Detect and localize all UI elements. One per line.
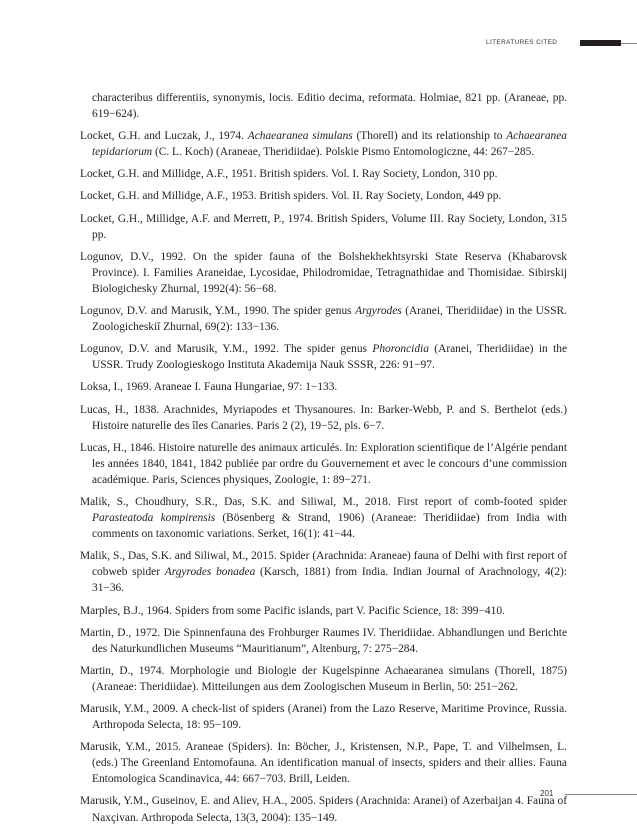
- taxon-name: Argyrodes: [355, 305, 402, 318]
- reference-text: Lucas, H., 1838. Arachnides, Myriapodes et Thysanoures. In: Barker-Webb, P. and S. Berthelot (eds.) Histoire naturelle des îles Canaries. Paris 2 (2), 19−52, pls. 6−7.: [80, 403, 567, 432]
- reference-text: (Aranei, Theridiidae) in the USSR. Trudy Zoologieskogo Instituta Akademija Nauk SSSR, 226: 91−97.: [92, 343, 567, 372]
- reference-entry: [80, 188, 567, 204]
- reference-text: Logunov, D.V., 1992. On the spider fauna of the Bolshekhekhtsyrski State Reserva (Khabarovsk Province). I. Families Araneidae, Lycosidae, Philodromidae, Tetragnathidae and Thomisidae. Sibirskij Biologichesky Zhurnal, 1992(4): 56−68.: [80, 250, 567, 295]
- reference-entry: [80, 603, 567, 619]
- reference-entry: [80, 793, 567, 825]
- reference-entry: [80, 739, 567, 787]
- reference-text: (Bösenberg & Strand, 1906) (Araneae: Theridiidae) from India with comments on taxonomic variations. Serket, 16(1): 41−44.: [92, 512, 567, 541]
- reference-text: Marples, B.J., 1964. Spiders from some Pacific islands, part V. Pacific Science, 18: 399−410.: [80, 604, 505, 617]
- reference-entry: [80, 341, 567, 373]
- taxon-name: Argyrodes bonadea: [164, 566, 256, 579]
- reference-text: (Karsch, 1881) from India. Indian Journal of Arachnology, 4(2): 31−36.: [92, 566, 567, 595]
- reference-text: Locket, G.H. and Millidge, A.F., 1951. British spiders. Vol. I. Ray Society, London, 310 pp.: [80, 168, 498, 181]
- reference-entry: [80, 402, 567, 434]
- reference-text: Martin, D., 1972. Die Spinnenfauna des Frohburger Raumes IV. Theridiidae. Abhandlungen und Berichte des Naturkundlichen Museums “Mauritianum”, Altenburg, 7: 275−284.: [80, 626, 567, 655]
- section-title: LITERATURES CITED: [486, 39, 558, 46]
- reference-entry: [80, 166, 567, 182]
- taxon-name: Achaearanea simulans: [247, 130, 353, 143]
- footer-rule: [565, 794, 637, 795]
- reference-text: Malik, S., Choudhury, S.R., Das, S.K. and Siliwal, M., 2018. First report of comb-footed spider: [80, 495, 567, 508]
- reference-text: Locket, G.H. and Luczak, J., 1974.: [80, 130, 248, 143]
- reference-text: Martin, D., 1974. Morphologie und Biologie der Kugelspinne Achaearanea simulans (Thorell, 1875) (Araneae: Theridiidae). Mitteilungen aus dem Zoologischen Museum in Berlin, 50: 251−262.: [80, 664, 567, 693]
- reference-entry-continued: [80, 90, 567, 122]
- header-bar-decoration: [580, 40, 621, 46]
- reference-text: characteribus differentiis, synonymis, locis. Editio decima, reformata. Holmiae, 821 pp. (Araneae, pp. 619−624).: [92, 92, 567, 121]
- reference-entry: [80, 303, 567, 335]
- reference-entry: [80, 548, 567, 596]
- reference-entry: [80, 494, 567, 542]
- reference-entry: [80, 249, 567, 297]
- header-rule: [621, 43, 637, 44]
- reference-text: Locket, G.H., Millidge, A.F. and Merrett, P., 1974. British Spiders, Volume III. Ray Society, London, 315 pp.: [80, 212, 567, 241]
- taxon-name: Achaearanea tepidariorum: [92, 130, 567, 159]
- reference-entry: [80, 701, 567, 733]
- reference-list: [80, 90, 567, 832]
- reference-entry: [80, 128, 567, 160]
- page-number: 201: [540, 789, 554, 798]
- reference-text: Locket, G.H. and Millidge, A.F., 1953. British spiders. Vol. II. Ray Society, London, 449 pp.: [80, 190, 502, 203]
- reference-entry: [80, 625, 567, 657]
- reference-text: Marusik, Y.M., 2015. Araneae (Spiders). In: Böcher, J., Kristensen, N.P., Pape, T. and Vilhelmsen, L. (eds.) The Greenland Entomofauna. An identification manual of insects, spiders and their allies. Fauna Entomologica Scandinavica, 44: 667−703. Brill, Leiden.: [80, 741, 567, 786]
- page-footer: [540, 788, 637, 800]
- reference-text: Loksa, I., 1969. Araneae I. Fauna Hungariae, 97: 1−133.: [80, 381, 338, 394]
- reference-text: Logunov, D.V. and Marusik, Y.M., 1990. The spider genus: [80, 305, 356, 318]
- reference-entry: [80, 440, 567, 488]
- reference-text: (Aranei, Theridiidae) in the USSR. Zoologicheskiĭ Zhurnal, 69(2): 133−136.: [92, 305, 567, 334]
- reference-entry: [80, 379, 567, 395]
- reference-text: Malik, S., Das, S.K. and Siliwal, M., 2015. Spider (Arachnida: Araneae) fauna of Delhi with first report of cobweb spider: [80, 550, 567, 579]
- reference-entry: [80, 663, 567, 695]
- reference-text: Marusik, Y.M., Guseinov, E. and Aliev, H.A., 2005. Spiders (Arachnida: Aranei) of Azerbaijan 4. Fauna of Naxçivan. Arthropoda Selecta, 13(3, 2004): 135−149.: [80, 795, 567, 824]
- reference-text: Lucas, H., 1846. Histoire naturelle des animaux articulés. In: Exploration scientifique de l’Algérie pendant les années 1840, 1841, 1842 publiée par ordre du Gouvernement et avec le concours d’une commission académique. Paris, Sciences physiques, Zoologie, 1: 89−271.: [80, 441, 567, 486]
- taxon-name: Phoroncidia: [372, 343, 429, 356]
- reference-entry: [80, 211, 567, 243]
- reference-text: Marusik, Y.M., 2009. A check-list of spiders (Aranei) from the Lazo Reserve, Maritime Province, Russia. Arthropoda Selecta, 18: 95−109.: [80, 703, 567, 732]
- running-header: [486, 37, 637, 49]
- taxon-name: Parasteatoda kompirensis: [92, 512, 216, 525]
- reference-text: (C. L. Koch) (Araneae, Theridiidae). Polskie Pismo Entomologiczne, 44: 267−285.: [152, 146, 535, 159]
- reference-text: (Thorell) and its relationship to: [352, 130, 507, 143]
- reference-text: Logunov, D.V. and Marusik, Y.M., 1992. The spider genus: [80, 343, 373, 356]
